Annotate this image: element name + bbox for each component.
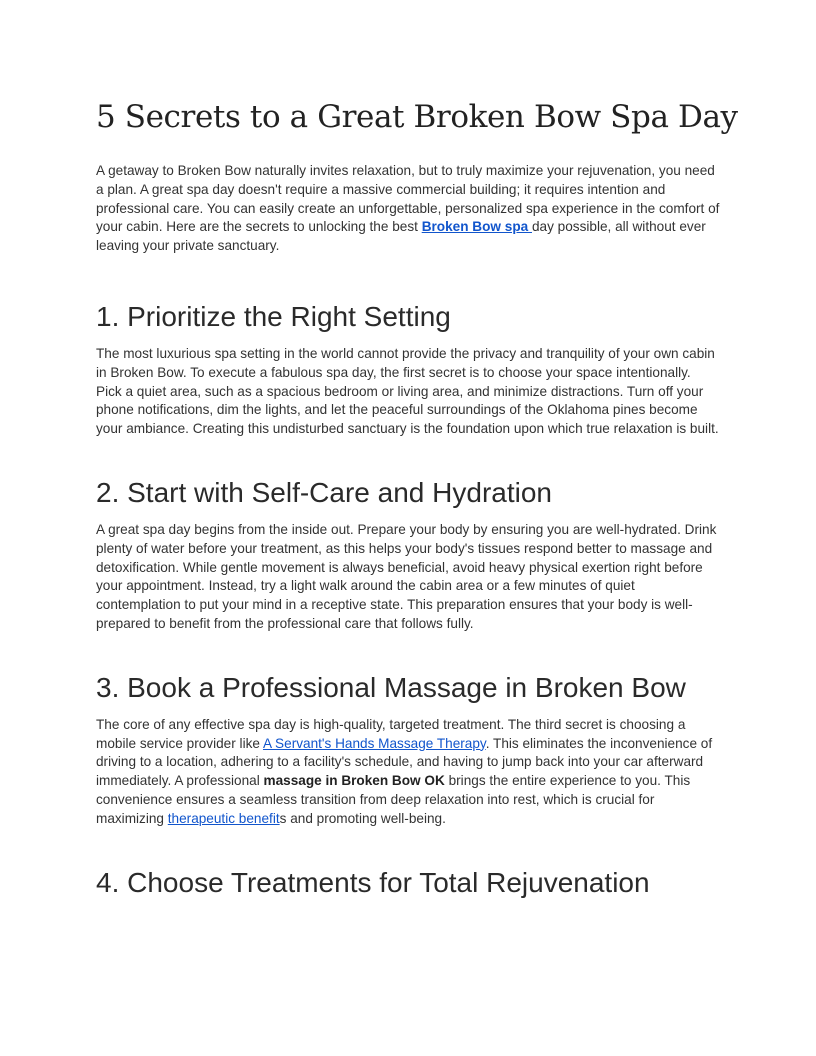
section-3-bold-text: massage in Broken Bow OK bbox=[263, 773, 445, 789]
section-1-body: The most luxurious spa setting in the world cannot provide the privacy and tranquility of your own cabin in Broken Bow. To execute a fabulous spa day, the first secret is to choose your space intentionally. Pick a quiet area, such as a spacious bedroom or living area, and minimize distractions. Turn off your phone notifications, dim the lights, and let the peaceful surroundings of the Oklahoma pines become your ambiance. Creating this undisturbed sanctuary is the foundation upon which true relaxation is built. bbox=[96, 345, 719, 437]
section-3-heading: 3. Book a Professional Massage in Broken Bow bbox=[96, 671, 686, 703]
intro-text-2: day possible, all without ever leaving your private sanctuary. bbox=[96, 219, 706, 254]
section-3-text-1: The core of any effective spa day is high-quality, targeted treatment. The third secret is choosing a mobile service provider like bbox=[96, 716, 686, 751]
section-3-text-4: s and promoting well-being. bbox=[279, 810, 446, 826]
servants-hands-link[interactable]: A Servant's Hands Massage Therapy bbox=[262, 735, 486, 751]
section-2-body: A great spa day begins from the inside out. Prepare your body by ensuring you are well-hydrated. Drink plenty of water before your treatment, as this helps your body's tissues respond better to massage and detoxification. While gentle movement is always beneficial, avoid heavy physical exertion right before your appointment. Instead, try a light walk around the cabin area or a few minutes of quiet contemplation to put your mind in a receptive state. This preparation ensures that your body is well-prepared to benefit from the professional care that follows fully. bbox=[96, 521, 717, 631]
broken-bow-spa-link[interactable]: Broken Bow spa bbox=[421, 219, 532, 235]
section-3-body bbox=[96, 716, 720, 829]
section-4-heading: 4. Choose Treatments for Total Rejuvenation bbox=[96, 866, 650, 898]
section-2-heading: 2. Start with Self-Care and Hydration bbox=[96, 476, 552, 508]
intro-paragraph bbox=[96, 162, 720, 256]
therapeutic-benefit-link[interactable]: therapeutic benefit bbox=[167, 810, 280, 826]
document-page bbox=[96, 92, 738, 903]
page-title: 5 Secrets to a Great Broken Bow Spa Day bbox=[96, 99, 738, 135]
section-3-text-3: brings the entire experience to you. This convenience ensures a seamless transition from deep relaxation into rest, which is crucial for maximizing bbox=[96, 773, 691, 826]
section-3-text-2: . This eliminates the inconvenience of driving to a location, adhering to a facility's schedule, and having to jump back into your car afterward immediately. A professional bbox=[96, 735, 713, 789]
section-1-heading: 1. Prioritize the Right Setting bbox=[96, 300, 451, 332]
intro-text-1: A getaway to Broken Bow naturally invites relaxation, but to truly maximize your rejuvenation, you need a plan. A great spa day doesn't require a massive commercial building; it requires intention and professional care. You can easily create an unforgettable, personalized spa experience in the comfort of your cabin. Here are the secrets to unlocking the best bbox=[96, 163, 720, 235]
